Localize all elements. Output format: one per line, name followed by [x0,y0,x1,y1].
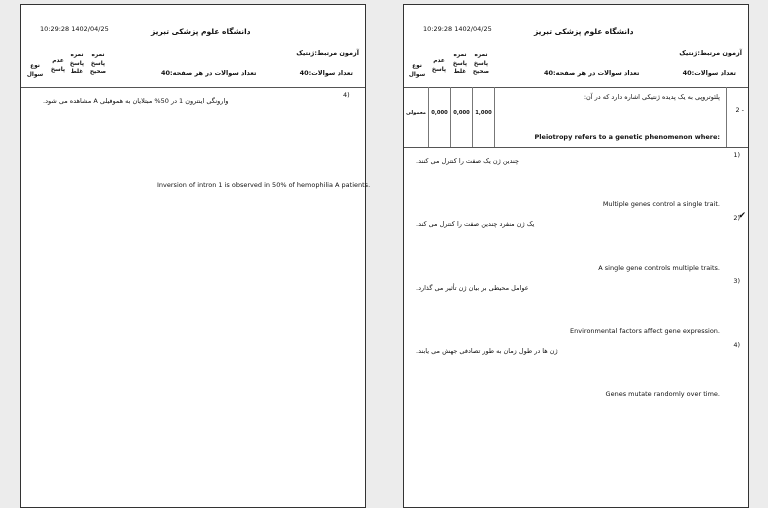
header-question-type: نوع سوال [26,63,44,78]
header-wrong-score: نمره پاسخ غلط [452,52,468,76]
option-text-fa: وارونگی اینترون 1 در 50% مبتلایان به هموفیلی A مشاهده می شود. [43,97,229,105]
option-number: 2) [733,214,740,222]
timestamp: 10:29:28 1402/04/25 [423,25,492,33]
header-divider [21,87,365,88]
correct-score-value: 1,000 [475,110,492,116]
option-number: 3) [733,277,740,285]
questions-count: تعداد سوالات:40 [299,69,353,77]
option-text-en: Genes mutate randomly over time. [605,390,720,398]
question-row-top-border [404,87,748,88]
header-correct-score: نمره پاسخ صحیح [472,52,490,76]
timestamp: 10:29:28 1402/04/25 [40,25,109,33]
cell-divider [494,87,495,147]
header-no-answer: عدم پاسخ [431,58,447,73]
cell-divider [450,87,451,147]
option-text-fa: یک ژن منفرد چندین صفت را کنترل می کند. [416,220,535,228]
option-text-fa: عوامل محیطی بر بیان ژن تأثیر می گذارد. [416,284,529,292]
cell-divider [726,87,727,147]
exam-page-right [403,4,749,508]
question-text-en: Pleiotropy refers to a genetic phenomenon where: [534,133,720,141]
university-name: دانشگاه علوم پزشکی تبریز [534,27,634,36]
questions-per-page: تعداد سوالات در هر صفحه:40 [161,69,257,77]
correct-answer-check-icon: ✔ [738,211,746,221]
questions-per-page: تعداد سوالات در هر صفحه:40 [544,69,640,77]
option-text-en: Multiple genes control a single trait. [602,200,720,208]
exam-title: آزمون مرتبط:ژنتیک [679,49,742,57]
option-text-fa: ژن ها در طول زمان به طور تصادفی جهش می یابند. [416,347,558,355]
no-answer-score-value: 0,000 [431,110,448,116]
university-name: دانشگاه علوم پزشکی تبریز [151,27,251,36]
option-number: 4) [343,91,350,99]
option-number: 4) [733,341,740,349]
question-type-value: معمولی [405,110,427,116]
wrong-score-value: 0,000 [453,110,470,116]
option-text-fa: چندین ژن یک صفت را کنترل می کنند. [416,157,520,165]
option-text-en: A single gene controls multiple traits. [598,264,720,272]
cell-divider [472,87,473,147]
cell-divider [428,87,429,147]
question-row-bottom-border [404,147,748,148]
question-number: 2 - [735,106,744,114]
exam-page-left [20,4,371,508]
option-text-en: Inversion of intron 1 is observed in 50% of hemophilia A patients. [157,181,371,189]
option-text-en: Environmental factors affect gene expression. [570,327,720,335]
header-no-answer: عدم پاسخ [50,58,66,73]
question-text-fa: پلئوتروپی به یک پدیده ژنتیکی اشاره دارد که در آن: [583,93,720,101]
option-number: 1) [733,151,740,159]
exam-title: آزمون مرتبط:ژنتیک [296,49,359,57]
header-wrong-score: نمره پاسخ غلط [69,52,85,76]
questions-count: تعداد سوالات:40 [682,69,736,77]
header-correct-score: نمره پاسخ صحیح [89,52,107,76]
header-question-type: نوع سوال [408,63,426,78]
